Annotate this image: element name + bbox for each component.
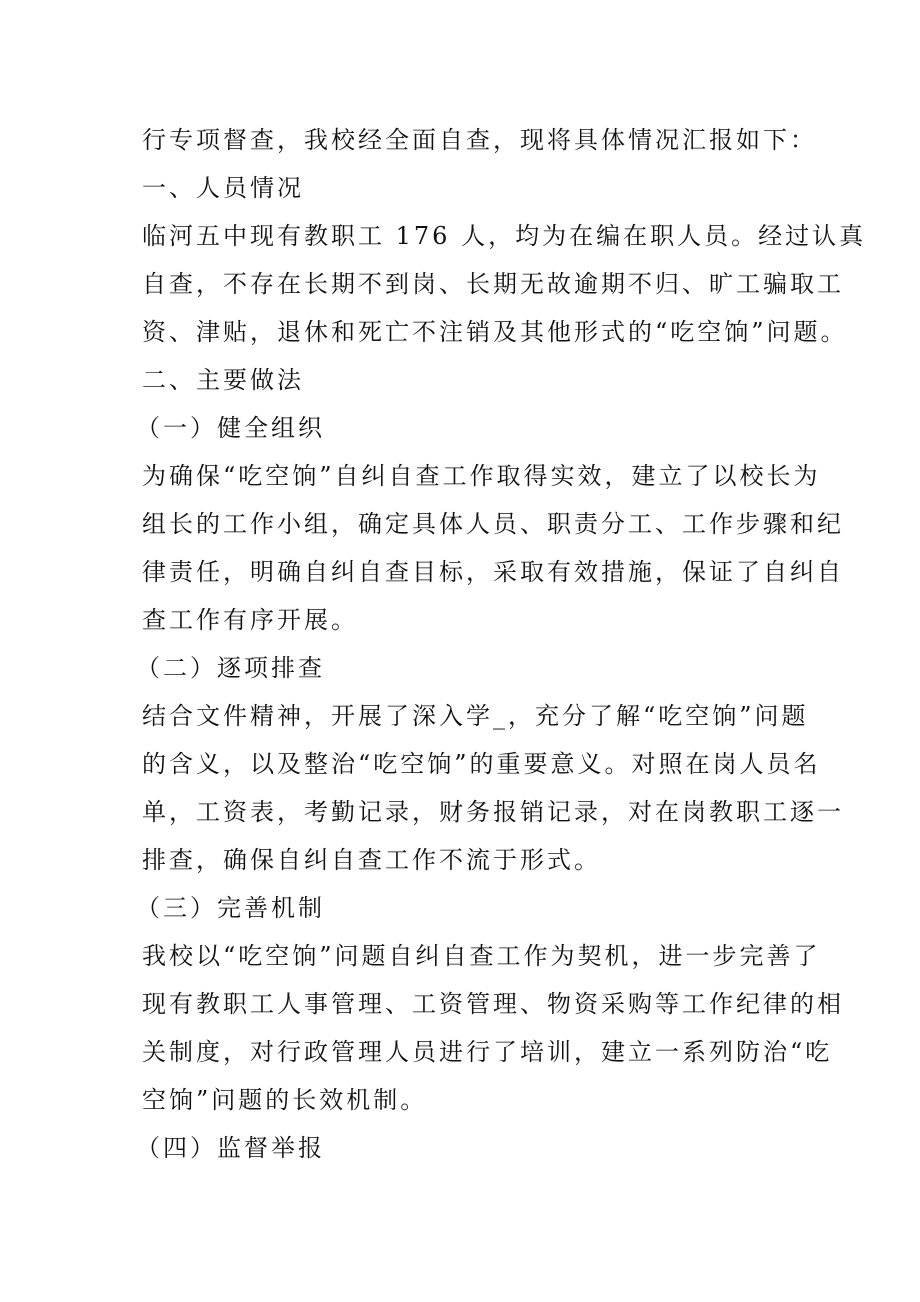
paragraph-line: 资、津贴，退休和死亡不注销及其他形式的“吃空饷”问题。 [142, 318, 848, 346]
paragraph-line: 排查，确保自纠自查工作不流于形式。 [142, 846, 601, 874]
paragraph-line: 结合文件精神，开展了深入学_，充分了解“吃空饷”问题 [142, 702, 809, 730]
paragraph-line: 我校以“吃空饷”问题自纠自查工作为契机，进一步完善了 [142, 942, 821, 970]
paragraph-line: 临河五中现有教职工 176 人，均为在编在职人员。经过认真 [142, 222, 867, 250]
subsection-heading: （四）监督举报 [136, 1134, 325, 1162]
paragraph-line: 单，工资表，考勤记录，财务报销记录，对在岗教职工逐一 [142, 798, 844, 826]
paragraph-line: 查工作有序开展。 [142, 606, 358, 634]
subsection-heading: （二）逐项排查 [136, 654, 325, 682]
paragraph-line: 组长的工作小组，确定具体人员、职责分工、工作步骤和纪 [142, 510, 844, 538]
paragraph-line: 为确保“吃空饷”自纠自查工作取得实效，建立了以校长为 [142, 462, 821, 490]
paragraph-line: 律责任，明确自纠自查目标，采取有效措施，保证了自纠自 [142, 558, 844, 586]
subsection-heading: （一）健全组织 [136, 414, 325, 442]
section-heading: 二、主要做法 [142, 366, 304, 394]
subsection-heading: （三）完善机制 [136, 894, 325, 922]
paragraph-line: 现有教职工人事管理、工资管理、物资采购等工作纪律的相 [142, 990, 844, 1018]
paragraph-line: 行专项督查，我校经全面自查，现将具体情况汇报如下： [142, 126, 817, 154]
section-heading: 一、人员情况 [142, 174, 304, 202]
paragraph-line: 关制度，对行政管理人员进行了培训，建立一系列防治“吃 [142, 1038, 833, 1066]
document-body [136, 116, 867, 1172]
paragraph-line: 的含义，以及整治“吃空饷”的重要意义。对照在岗人员名 [142, 750, 821, 778]
paragraph-line: 自查，不存在长期不到岗、长期无故逾期不归、旷工骗取工 [142, 270, 844, 298]
paragraph-line: 空饷”问题的长效机制。 [142, 1086, 428, 1114]
